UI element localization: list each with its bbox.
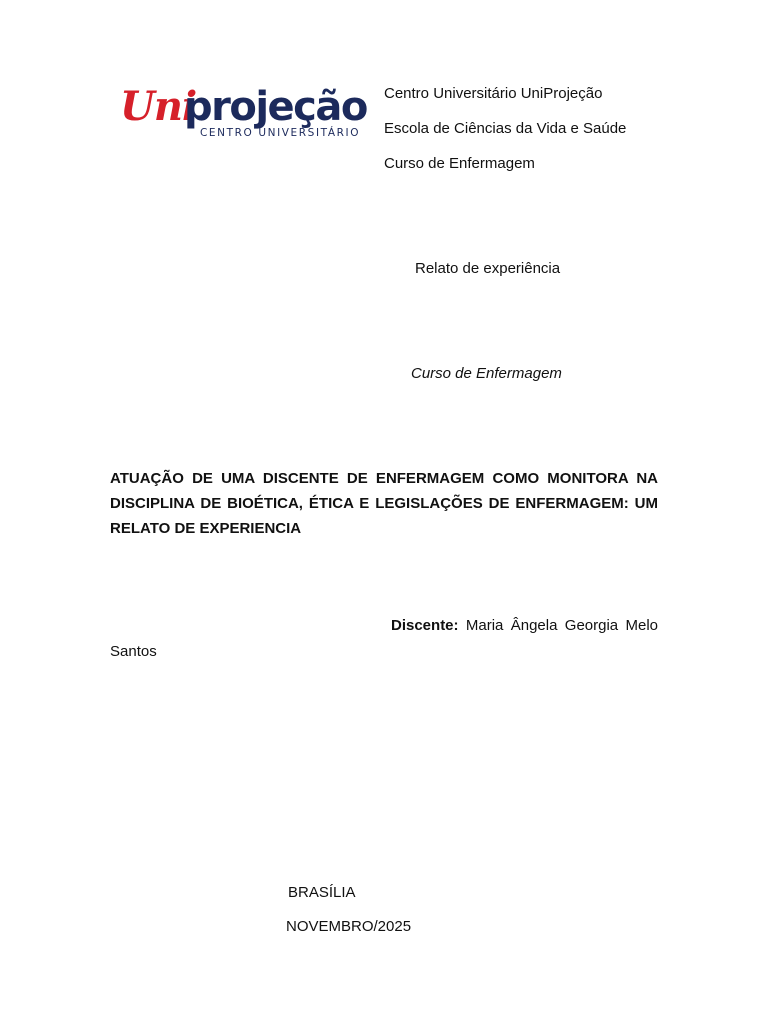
date: NOVEMBRO/2025 <box>286 918 412 935</box>
uniprojecao-logo <box>118 84 368 146</box>
discente-block <box>110 613 658 665</box>
document-type: Relato de experiência <box>415 260 561 277</box>
logo-subtitle: CENTRO UNIVERSITÁRIO <box>200 127 361 139</box>
course-name: Curso de Enfermagem <box>411 365 562 382</box>
course-name-header: Curso de Enfermagem <box>384 155 535 172</box>
city: BRASÍLIA <box>288 884 356 901</box>
logo-uni-text: Uni <box>120 83 197 130</box>
school-name: Escola de Ciências da Vida e Saúde <box>384 120 627 137</box>
institution-name: Centro Universitário UniProjeção <box>384 85 603 102</box>
logo-projecao-text: projeção <box>184 84 367 130</box>
document-title: ATUAÇÃO DE UMA DISCENTE DE ENFERMAGEM COMO MONITORA NA DISCIPLINA DE BIOÉTICA, ÉTICA E LEGISLAÇÕES DE ENFERMAGEM: UM RELATO DE EXPERIENCIA <box>110 470 658 537</box>
discente-label: Discente: <box>391 617 459 634</box>
discente-name: Maria Ângela Georgia Melo Santos <box>110 617 658 660</box>
